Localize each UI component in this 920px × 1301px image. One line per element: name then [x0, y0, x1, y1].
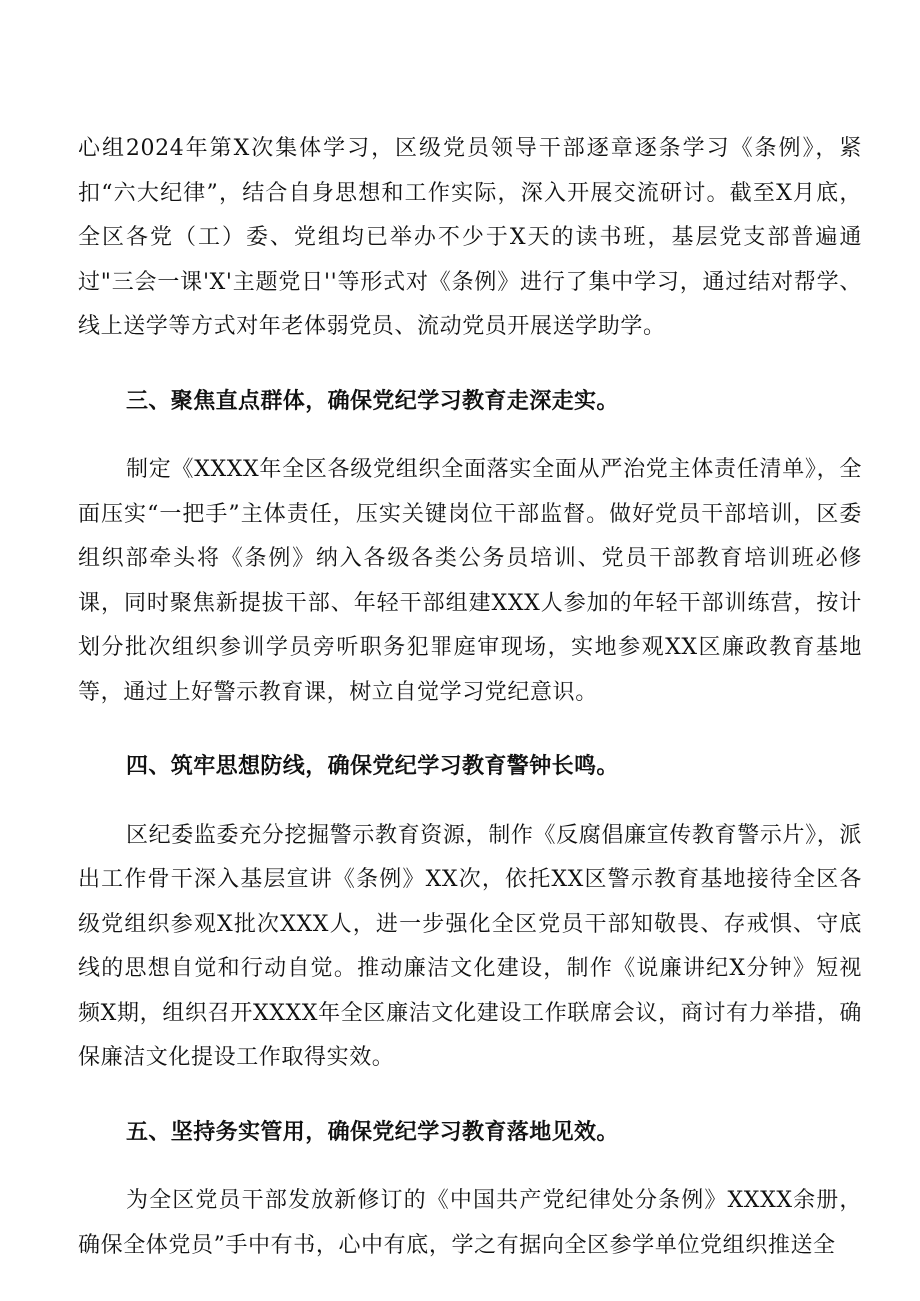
paragraph-continued: 心组2024年第X次集体学习，区级党员领导干部逐章逐条学习《条例》，紧扣“六大纪律”，结合自身思想和工作实际，深入开展交流研讨。截至X月底，全区各党（工）委、党组均已举办不少于X天的读书班，基层党支部普遍通过"三会一课'X'主题党日''等形式对《条例》进行了集中学习，通过结对帮学、线上送学等方式对年老体弱党员、流动党员开展送学助学。 [78, 136, 862, 339]
section-heading-5: 五、坚持务实管用，确保党纪学习教育落地见效。 [126, 1119, 619, 1145]
paragraph-section-4: 区纪委监委充分挖掘警示教育资源，制作《反腐倡廉宣传教育警示片》，派出工作骨干深入基层宣讲《条例》XX次，依托XX区警示教育基地接待全区各级党组织参观X批次XXX人，进一步强化全区党员干部知敬畏、存戒惧、守底线的思想自觉和行动自觉。推动廉洁文化建设，制作《说廉讲纪X分钟》短视频X期，组织召开XXXX年全区廉洁文化建设工作联席会议，商讨有力举措，确保廉洁文化提设工作取得实效。 [78, 822, 862, 1070]
section-heading-3: 三、聚焦直点群体，确保党纪学习教育走深走实。 [126, 388, 619, 414]
section-heading-4: 四、筑牢思想防线，确保党纪学习教育警钟长鸣。 [126, 754, 619, 779]
paragraph-section-5: 为全区党员干部发放新修订的《中国共产党纪律处分条例》XXXX余册，确保全体党员”手中有书，心中有底，学之有据向全区参学单位党组织推送全 [78, 1188, 862, 1258]
paragraph-section-3: 制定《XXXX年全区各级党组织全面落实全面从严治党主体责任清单》，全面压实“一把手”主体责任，压实关键岗位干部监督。做好党员干部培训，区委组织部牵头将《条例》纳入各级各类公务员培训、党员干部教育培训班必修课，同时聚焦新提拔干部、年轻干部组建XXX人参加的年轻干部训练营，按计划分批次组织参训学员旁听职务犯罪庭审现场，实地参观XX区廉政教育基地等，通过上好警示教育课，树立自觉学习党纪意识。 [78, 457, 862, 705]
